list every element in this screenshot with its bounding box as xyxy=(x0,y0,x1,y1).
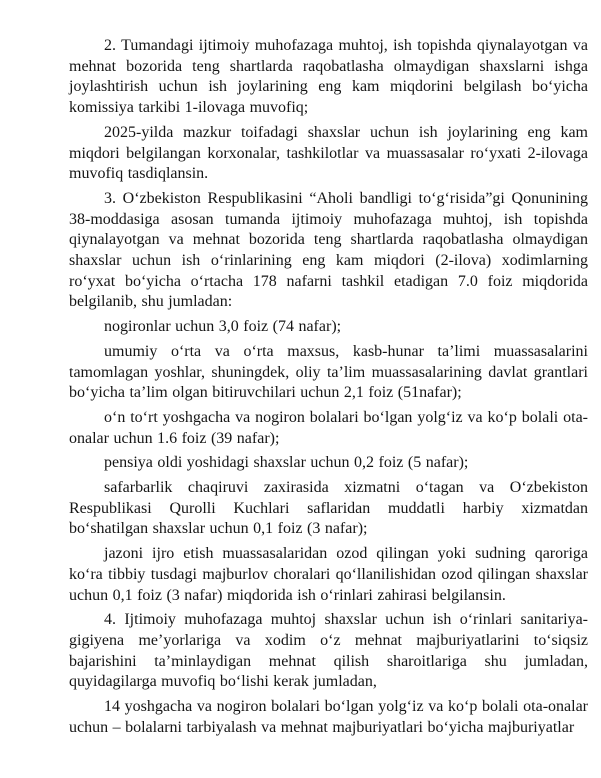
paragraph-item-3-quota: 3. O‘zbekiston Respublikasini “Aholi bandligi to‘g‘risida”gi Qonunining 38-moddasiga asosan tumanda ijtimoiy muhofazaga muhtoj, ish topishda qiynalayotgan va mehnat bozorida teng shartlarda raqobatlasha olmaydigan shaxslar uchun ish o‘rinlarining eng kam miqdori (2-ilova) xodimlarning ro‘yxat bo‘yicha o‘rtacha 178 nafarni tashkil etadigan 7.0 foiz miqdorida belgilanib, shu jumladan: xyxy=(69,189,588,311)
paragraph-quota-military: safarbarlik chaqiruvi zaxirasida xizmatni o‘tagan va O‘zbekiston Respublikasi Qurolli Kuchlari saflaridan muddatli harbiy xizmatdan bo‘shatilgan shaxslar uchun 0,1 foiz (3 nafar); xyxy=(69,479,588,538)
paragraph-quota-graduates: umumiy o‘rta va o‘rta maxsus, kasb-hunar ta’limi muassasalarini tamomlagan yoshlar, shuningdek, oliy ta’lim muassasalarining davlat grantlari bo‘yicha ta’lim olgan bitiruvchilari uchun 2,1 foiz (51nafar); xyxy=(69,342,588,402)
paragraph-2025-list-approval: 2025-yilda mazkur toifadagi shaxslar uchun ish joylarining eng kam miqdori belgilangan korxonalar, tashkilotlar va muassasalar ro‘yxati 2-ilovaga muvofiq tasdiqlansin. xyxy=(69,123,588,183)
paragraph-quota-released: jazoni ijro etish muassasalaridan ozod qilingan yoki sudning qaroriga ko‘ra tibbiy tusdagi majburlov choralari qo‘llanilishidan ozod qilingan shaxslar uchun 0,1 foiz (3 nafar) miqdorida ish o‘rinlari zahirasi belgilansin. xyxy=(69,545,588,604)
paragraph-quota-disabled: nogironlar uchun 3,0 foiz (74 nafar); xyxy=(104,318,342,336)
paragraph-item-4-conditions: 4. Ijtimoiy muhofazaga muhtoj shaxslar uchun ish o‘rinlari sanitariya-gigiyena me’yorlariga va xodim o‘z mehnat majburiyatlarini to‘siqsiz bajarishini ta’minlaydigan mehnat qilish sharoitlariga shu jumladan, quyidagilarga muvofiq bo‘lishi kerak jumladan, xyxy=(69,611,588,691)
paragraph-quota-single-parents: o‘n to‘rt yoshgacha va nogiron bolalari bo‘lgan yolg‘iz va ko‘p bolali ota-onalar uchun 1.6 foiz (39 nafar); xyxy=(69,408,588,447)
paragraph-quota-pre-pension: pensiya oldi yoshidagi shaxslar uchun 0,2 foiz (5 nafar); xyxy=(104,454,469,472)
paragraph-parents-obligations: 14 yoshgacha va nogiron bolalari bo‘lgan yolg‘iz va ko‘p bolali ota-onalar uchun – bolalarni tarbiyalash va mehnat majburiyatlari bo‘yicha majburiyatlar xyxy=(69,698,588,736)
paragraph-item-2-commission: 2. Tumandagi ijtimoiy muhofazaga muhtoj, ish topishda qiynalayotgan va mehnat bozorida teng shartlarda raqobatlasha olmaydigan shaxslarni ishga joylashtirish uchun ish joylarining eng kam miqdorini belgilash bo‘yicha komissiya tarkibi 1-ilovaga muvofiq; xyxy=(69,37,588,117)
